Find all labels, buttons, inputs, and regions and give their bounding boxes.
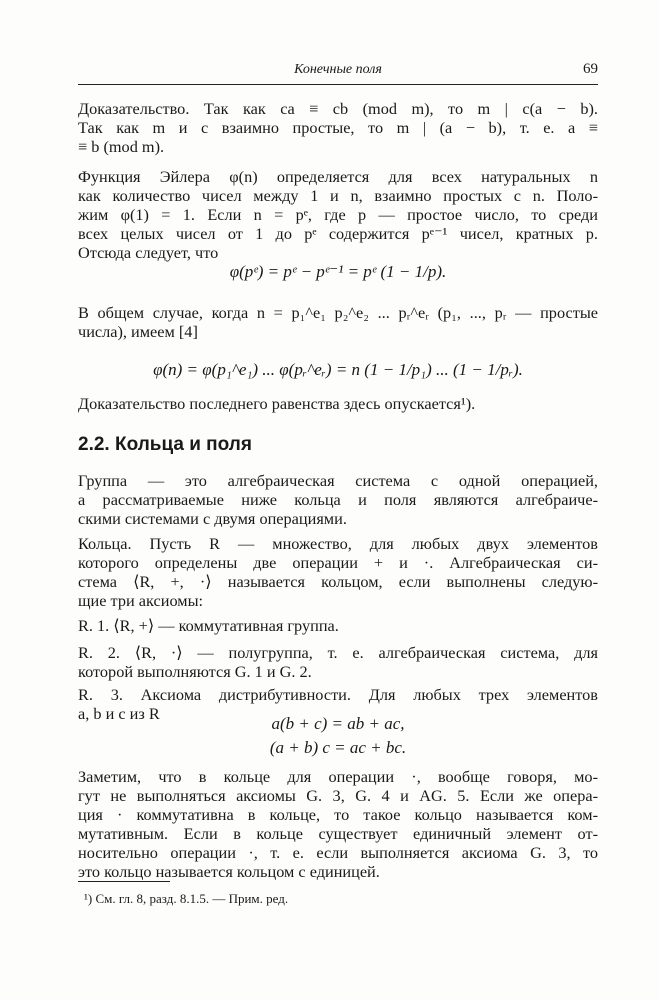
text-line: скими системами с двумя операциями.: [78, 509, 347, 528]
footnote: ¹) См. гл. 8, разд. 8.1.5. — Прим. ред.: [84, 891, 289, 906]
remark-paragraph: [78, 767, 598, 881]
text-line: ция · коммутативна в кольце, то такое кольцо называется ком-: [78, 805, 598, 824]
section-heading: 2.2. Кольца и поля: [78, 434, 252, 455]
text-line: жим φ(1) = 1. Если n = pᵉ, где p — простое число, то среди: [78, 205, 598, 224]
axiom-r1: [78, 616, 598, 635]
text-line: Отсюда следует, что: [78, 243, 219, 262]
general-case-paragraph: [78, 303, 598, 341]
text-line: всех целых чисел от 1 до pᵉ содержится pᵉ⁻¹ чисел, кратных p.: [78, 224, 598, 243]
page-number: 69: [583, 61, 598, 77]
text-line: щие три аксиомы:: [78, 591, 204, 610]
footnote-divider: [78, 881, 170, 882]
proof-paragraph: [78, 99, 598, 156]
euler-prime-power-formula: φ(pᵉ) = pᵉ − pᵉ⁻¹ = pᵉ (1 − 1/p).: [229, 262, 447, 281]
euler-paragraph: [78, 167, 598, 262]
text-line: В общем случае, когда n = p₁^e₁ p₂^e₂ ... pᵣ^eᵣ (p₁, ..., pᵣ — простые: [78, 303, 598, 322]
text-line: гут не выполняться аксиомы G. 3, G. 4 и AG. 5. Если же опера-: [78, 786, 598, 805]
text-line: которого определены две операции + и ·. Алгебраическая си-: [78, 553, 598, 572]
distributivity-formula-left: a(b + c) = ab + ac,: [271, 714, 405, 733]
text-line: Доказательство последнего равенства здесь опускается¹).: [78, 394, 476, 413]
running-header: [78, 60, 598, 85]
text-line: Функция Эйлера φ(n) определяется для всех натуральных n: [78, 167, 598, 186]
text-line: числа), имеем [4]: [78, 322, 198, 341]
text-line: мутативным. Если в кольце существует единичный элемент от-: [78, 824, 598, 843]
text-line: Доказательство. Так как ca ≡ cb (mod m), то m | c(a − b).: [78, 99, 598, 118]
text-line: которой выполняются G. 1 и G. 2.: [78, 662, 312, 681]
text-line: Заметим, что в кольце для операции ·, вообще говоря, мо-: [78, 767, 598, 786]
text-line: R. 1. ⟨R, +⟩ — коммутативная группа.: [78, 616, 339, 635]
text-line: Кольца. Пусть R — множество, для любых двух элементов: [78, 534, 598, 553]
text-line: a, b и c из R: [78, 704, 160, 723]
text-line: R. 2. ⟨R, ·⟩ — полугруппа, т. е. алгебраическая система, для: [78, 643, 598, 662]
intro-paragraph: [78, 471, 598, 528]
distributivity-formula-right: (a + b) c = ac + bc.: [269, 738, 407, 757]
text-line: Так как m и c взаимно простые, то m | (a − b), т. е. a ≡: [78, 118, 598, 137]
text-line: а рассматриваемые ниже кольца и поля являются алгебраиче-: [78, 490, 598, 509]
proof-omitted-line: [78, 394, 598, 413]
text-line: носительно операции ·, т. е. если выполняется аксиома G. 3, то: [78, 843, 598, 862]
axiom-r2: [78, 643, 598, 681]
rings-definition-paragraph: [78, 534, 598, 610]
euler-product-formula: φ(n) = φ(p₁^e₁) ... φ(pᵣ^eᵣ) = n (1 − 1/p₁) ... (1 − 1/pᵣ).: [153, 360, 523, 379]
text-line: как количество чисел между 1 и n, взаимно простых с n. Поло-: [78, 186, 598, 205]
text-line: стема ⟨R, +, ·⟩ называется кольцом, если выполнены следую-: [78, 572, 598, 591]
text-line: это кольцо называется кольцом с единицей.: [78, 862, 380, 881]
text-line: R. 3. Аксиома дистрибутивности. Для любых трех элементов: [78, 685, 598, 704]
running-title: Конечные поля: [294, 62, 382, 77]
text-line: Группа — это алгебраическая система с одной операцией,: [78, 471, 598, 490]
text-line: ≡ b (mod m).: [78, 137, 165, 156]
